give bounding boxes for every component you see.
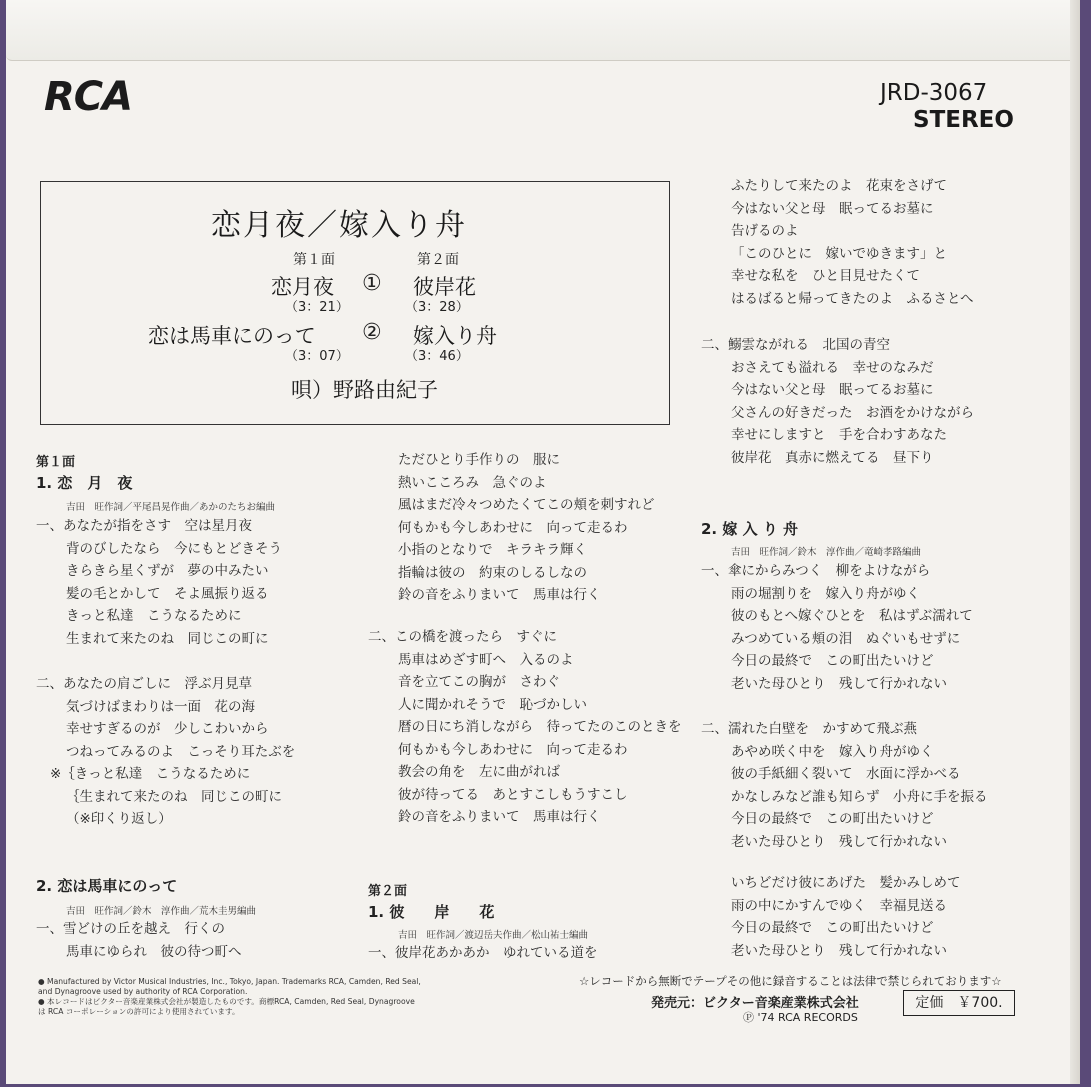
catalog-number: JRD-3067 — [880, 80, 988, 106]
record-sleeve — [6, 0, 1080, 1084]
fine-print-line: ● Manufactured by Victor Musical Industries, Inc., Tokyo, Japan. Trademarks RCA, Camden, Red Seal, — [38, 977, 421, 986]
fine-print-line: は RCA コーポレーションの許可により使用されています。 — [38, 1007, 240, 1016]
lyric-line: 雨の堀割りを 嫁入り舟がゆく — [731, 585, 920, 602]
singer-credit: 唄）野路由紀子 — [291, 378, 438, 402]
lyric-line: 鈴の音をふりまいて 馬車は行く — [398, 809, 601, 825]
lyric-line: あやめ咲く中を 嫁入り舟がゆく — [731, 743, 934, 760]
lyric-line: 音を立てこの胸が さわぐ — [398, 674, 560, 690]
lyric-line: 馬車はめざす町へ 入るのよ — [398, 651, 574, 668]
lyric-line: 一、傘にからみつく 柳をよけながら — [701, 563, 931, 579]
lyric-line: 何もかも今しあわせに 向って走るわ — [398, 519, 628, 536]
lyric-line: 今はない父と母 眠ってるお墓に — [731, 200, 934, 217]
lyric-line: ふたりして来たのよ 花束をさげて — [731, 178, 947, 194]
format-label: STEREO — [913, 107, 1014, 133]
song-title: 2. 恋は馬車にのって — [36, 877, 178, 895]
song-title: 1. 彼 岸 花 — [368, 903, 495, 921]
song-credits: 吉田 旺作詞／鈴木 淳作曲／荒木圭男編曲 — [66, 906, 257, 917]
lyric-line: 馬車にゆられ 彼の待つ町へ — [66, 943, 242, 960]
album-title: 恋月夜／嫁入り舟 — [211, 208, 467, 243]
lyric-line: 鈴の音をふりまいて 馬車は行く — [398, 587, 601, 603]
lyric-line: 「このひとに 嫁いでゆきます」と — [731, 245, 947, 262]
lyric-line: 彼が待ってる あとすこしもうすこし — [398, 786, 628, 803]
lyrics-verse — [701, 718, 988, 853]
lyric-line: かなしみなど誰も知らず 小舟に手を振る — [731, 788, 988, 805]
lyrics-verse — [36, 918, 242, 963]
sleeve-edge — [1070, 0, 1080, 1084]
track-number: ① — [362, 271, 382, 296]
lyric-line: はるばると帰ってきたのよ ふるさとへ — [731, 290, 974, 307]
sleeve-flap — [6, 0, 1080, 61]
track-title: 恋は馬車にのって — [148, 324, 316, 348]
lyric-line: 彼岸花 真赤に燃えてる 昼下り — [731, 449, 934, 466]
lyric-line: きっと私達 こうなるために — [66, 608, 242, 624]
lyric-line: 今はない父と母 眠ってるお墓に — [731, 382, 934, 398]
title-box — [40, 181, 670, 425]
lyric-line: 気づけばまわりは一面 花の海 — [66, 698, 255, 715]
fine-print-line: and Dynagroove used by authority of RCA Corporation. — [38, 987, 248, 996]
side-heading: 第２面 — [368, 884, 408, 899]
lyric-line: 幸せにしますと 手を合わすあなた — [731, 427, 947, 443]
lyric-line: 小指のとなりで キラキラ輝く — [398, 542, 587, 558]
side-heading: 第１面 — [36, 455, 76, 470]
lyric-line: つねってみるのよ こっそり耳たぶを — [66, 743, 296, 760]
lyric-line: 幸せな私を ひと目見せたくて — [731, 268, 920, 284]
song-title: 1. 恋 月 夜 — [36, 474, 133, 492]
lyric-line: 父さんの好きだった お酒をかけながら — [731, 404, 974, 421]
lyric-line: きらきら星くずが 夢の中みたい — [66, 563, 269, 579]
lyric-line: 幸せすぎるのが 少しこわいから — [66, 721, 269, 737]
lyrics-verse — [368, 626, 682, 829]
lyric-line: みつめている頬の泪 ぬぐいもせずに — [731, 630, 961, 647]
lyric-line: 生まれて来たのね 同じこの町に — [66, 630, 269, 647]
lyric-line: 何もかも今しあわせに 向って走るわ — [398, 741, 628, 758]
lyric-line: 人に聞かれそうで 恥づかしい — [398, 696, 587, 713]
song-credits: 吉田 旺作詞／平尾昌晃作曲／あかのたちお編曲 — [66, 502, 276, 513]
copyright: Ⓟ '74 RCA RECORDS — [743, 1011, 858, 1024]
track-number: ② — [362, 320, 382, 345]
lyric-line: 雨の中にかすんでゆく 幸福見送る — [731, 897, 947, 914]
lyric-line: 二、あなたの肩ごしに 浮ぶ月見草 — [36, 676, 252, 692]
lyric-line: 一、彼岸花あかあか ゆれている道を — [368, 945, 598, 961]
lyric-line: 今日の最終で この町出たいけど — [731, 811, 934, 827]
lyrics-verse — [731, 175, 973, 310]
lyric-line: 老いた母ひとり 残して行かれない — [731, 833, 947, 850]
lyrics-verse — [368, 942, 598, 965]
lyrics-verse — [398, 449, 655, 607]
track-title: 彼岸花 — [413, 275, 476, 299]
lyrics-verse — [36, 673, 295, 831]
lyric-line: 告げるのよ — [731, 223, 799, 239]
lyric-line: 老いた母ひとり 残して行かれない — [731, 675, 947, 692]
lyric-line: 暦の日にち消しながら 待ってたのこのときを — [398, 719, 682, 735]
lyric-line: 老いた母ひとり 残して行かれない — [731, 942, 947, 959]
side2-label: 第２面 — [417, 252, 459, 268]
lyric-line: ｛生まれて来たのね 同じこの町に — [66, 788, 282, 805]
rca-logo: RCA — [44, 74, 133, 120]
lyric-line: 二、濡れた白壁を かすめて飛ぶ燕 — [701, 721, 917, 737]
lyric-line: ※｛きっと私達 こうなるために — [50, 766, 251, 782]
lyric-line: おさえても溢れる 幸せのなみだ — [731, 359, 934, 376]
track-duration: （3：46） — [405, 349, 469, 364]
copy-notice: ☆レコードから無断でテープその他に録音することは法律で禁じられております☆ — [579, 974, 1002, 988]
lyric-line: 今日の最終で この町出たいけど — [731, 653, 934, 669]
lyric-line: 教会の角を 左に曲がれば — [398, 764, 560, 780]
lyric-line: ただひとり手作りの 服に — [398, 452, 560, 468]
lyrics-verse — [36, 515, 282, 650]
lyric-line: 一、雪どけの丘を越え 行くの — [36, 921, 225, 937]
lyric-line: 指輪は彼の 約束のしるしなの — [398, 564, 587, 581]
lyrics-verse — [701, 560, 973, 695]
track-duration: （3：28） — [405, 300, 469, 315]
song-credits: 吉田 旺作詞／渡辺岳夫作曲／松山祐士編曲 — [398, 930, 589, 941]
fine-print-line: ● 本レコードはビクター音楽産業株式会社が製造したものです。商標RCA, Camden, Red Seal, Dynagroove — [38, 997, 415, 1006]
lyric-line: 彼の手紙細く裂いて 水面に浮かべる — [731, 766, 961, 782]
lyrics-verse — [731, 872, 961, 962]
lyric-line: 二、この橋を渡ったら すぐに — [368, 629, 557, 645]
lyric-line: 髪の毛とかして そよ風振り返る — [66, 585, 269, 602]
track-title: 嫁入り舟 — [413, 324, 497, 348]
lyric-line: 今日の最終で この町出たいけど — [731, 920, 934, 936]
lyric-line: 彼のもとへ嫁ぐひとを 私はずぶ濡れて — [731, 608, 973, 624]
side1-label: 第１面 — [293, 252, 335, 268]
lyric-line: 二、鰯雲ながれる 北国の青空 — [701, 337, 890, 353]
lyric-line: 熱いこころみ 急ぐのよ — [398, 474, 547, 491]
lyric-line: 背のびしたなら 今にもとどきそう — [66, 540, 282, 557]
track-duration: （3：07） — [285, 349, 349, 364]
track-duration: （3：21） — [285, 300, 349, 315]
lyric-line: いちどだけ彼にあげた 髪かみしめて — [731, 875, 961, 891]
lyric-line: 風はまだ冷々つめたくてこの頬を刺すれど — [398, 497, 655, 513]
lyrics-verse — [701, 334, 974, 469]
track-title: 恋月夜 — [271, 275, 334, 299]
lyric-line: 一、あなたが指をさす 空は星月夜 — [36, 518, 252, 534]
song-credits: 吉田 旺作詞／鈴木 淳作曲／竜崎孝路編曲 — [731, 547, 922, 558]
publisher: 発売元：ビクター音楽産業株式会社 — [651, 996, 859, 1011]
lyric-line: （※印くり返し） — [66, 811, 172, 827]
price-box: 定価 ￥700. — [903, 990, 1015, 1016]
manufacturer-fine-print — [38, 977, 421, 1017]
song-title: 2. 嫁 入 り 舟 — [701, 520, 799, 538]
